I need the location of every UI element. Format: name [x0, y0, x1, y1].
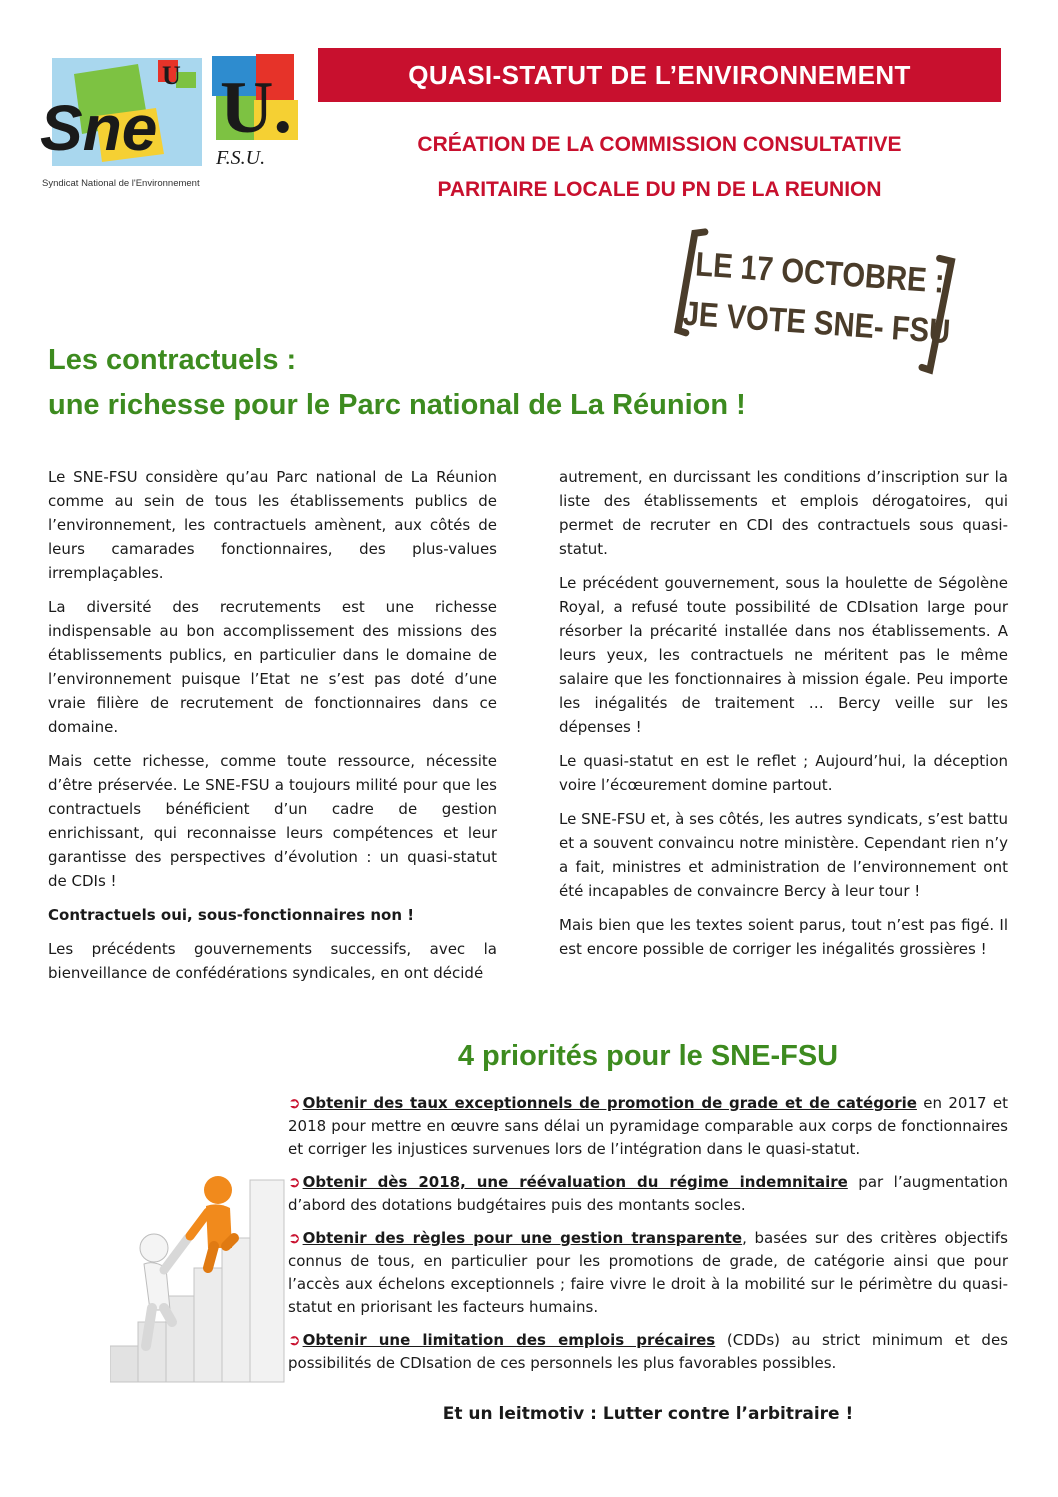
priority-1-text: en 2017 et 2018 pour mettre en œuvre sans délai un pyramidage comparable aux corps de fonctionnaires et corriger les injustices survenues lors de l’intégration dans le quasi-statut.	[288, 1094, 1008, 1158]
priority-item-2	[288, 1171, 1008, 1217]
stamp-line-2: JE VOTE SNE- FSU	[681, 293, 952, 351]
fsu-wordmark: F.S.U.	[216, 147, 266, 169]
right-paragraph-4: Le SNE-FSU et, à ses côtés, les autres syndicats, s’est battu et a souvent convaincu notre ministère. Cependant rien n’y a fait, ministres et administration de l’environnement ont été incapables de convaincre Bercy à leur tour !	[559, 810, 1008, 900]
vote-stamp	[668, 222, 968, 390]
priority-item-4	[288, 1329, 1008, 1375]
priority-4-text: (CDDs) au strict minimum et des possibilités de CDIsation de ces personnels les plus favorables possibles.	[288, 1331, 1008, 1372]
leitmotiv: Et un leitmotiv : Lutter contre l’arbitraire !	[442, 1404, 854, 1424]
stamp-line-1: LE 17 OCTOBRE :	[694, 244, 946, 301]
right-paragraph-2: Le précédent gouvernement, sous la houlette de Ségolène Royal, a refusé toute possibilité de CDIsation large pour résorber la précarité installée dans nos établissements. A leurs yeux, les contractuels ne méritent pas le même salaire que les fonctionnaires à mission égale. Peu importe les inégalités de traitement … Bercy veille sur les dépenses !	[559, 574, 1008, 736]
u-mark: U	[162, 61, 181, 90]
left-column	[48, 465, 497, 995]
left-paragraph-5: Les précédents gouvernements successifs, avec la bienveillance de confédérations syndicales, en ont décidé	[48, 940, 497, 982]
left-slogan: Contractuels oui, sous-fonctionnaires non !	[48, 906, 415, 924]
helping-hand-staircase-illustration	[110, 1150, 286, 1384]
sne-logo	[38, 52, 206, 192]
arrow-icon: ➲	[288, 1229, 301, 1247]
sne-wordmark: Sne	[40, 92, 158, 164]
main-title-line-2: une richesse pour le Parc national de La Réunion !	[48, 389, 746, 421]
priority-3-text: , basées sur des critères objectifs connus de tous, en particulier pour les promotions de grade, de catégorie ainsi que pour l’accès aux échelons exceptionnels ; faire vivre le droit à la mobilité sur le périmètre du quasi-statut en priorisant les facteurs humains.	[288, 1229, 1008, 1316]
main-title-line-1: Les contractuels :	[48, 344, 297, 376]
priority-3-lead: Obtenir des règles pour une gestion transparente	[302, 1229, 743, 1247]
priority-4-lead: Obtenir une limitation des emplois précaires	[302, 1331, 716, 1349]
left-paragraph-3: Mais cette richesse, comme toute ressource, nécessite d’être préservée. Le SNE-FSU a toujours milité pour que les contractuels bénéficient d’un cadre de gestion enrichissant, qui reconnaisse leurs compétences et leur garantisse des perspectives d’évolution : un quasi-statut de CDIs !	[48, 752, 497, 890]
banner-title: QUASI-STATUT DE L’ENVIRONNEMENT	[408, 59, 911, 90]
right-paragraph-3: Le quasi-statut en est le reflet ; Aujourd’hui, la déception voire l’écœurement domine partout.	[559, 752, 1008, 794]
priority-item-3	[288, 1227, 1008, 1319]
left-paragraph-2: La diversité des recrutements est une richesse indispensable au bon accomplissement des missions des établissements publics, en particulier dans le domaine de l’environnement puisque l’Etat ne s’est pas doté d’une vraie filière de recrutement de fonctionnaires dans ce domaine.	[48, 598, 497, 736]
right-paragraph-1: autrement, en durcissant les conditions d’inscription sur la liste des établissements et emplois dérogatoires, qui permet de recruter en CDI des contractuels sous quasi-statut.	[559, 468, 1008, 558]
priorities-list	[288, 1092, 1008, 1385]
subtitle-line-1: CRÉATION DE LA COMMISSION CONSULTATIVE	[417, 133, 902, 156]
priority-2-lead: Obtenir dès 2018, une réévaluation du régime indemnitaire	[302, 1173, 848, 1191]
arrow-icon: ➲	[288, 1173, 301, 1191]
priority-item-1	[288, 1092, 1008, 1161]
header-banner	[318, 48, 1001, 102]
arrow-icon: ➲	[288, 1094, 301, 1112]
sne-caption: Syndicat National de l'Environnement	[42, 178, 200, 189]
arrow-icon: ➲	[288, 1331, 301, 1349]
priority-1-lead: Obtenir des taux exceptionnels de promotion de grade et de catégorie	[302, 1094, 917, 1112]
priorities-title: 4 priorités pour le SNE-FSU	[457, 1040, 839, 1072]
priority-2-text: par l’augmentation d’abord des dotations budgétaires puis des montants socles.	[288, 1173, 1008, 1214]
left-paragraph-1: Le SNE-FSU considère qu’au Parc national de La Réunion comme au sein de tous les établissements publics de l’environnement, les contractuels amènent, aux côtés de leurs camarades fonctionnaires, des plus-values irremplaçables.	[48, 468, 497, 582]
right-column	[559, 465, 1008, 971]
fsu-logo	[210, 52, 308, 170]
right-paragraph-5: Mais bien que les textes soient parus, tout n’est pas figé. Il est encore possible de corriger les inégalités grossières !	[559, 916, 1008, 958]
subtitle-line-2: PARITAIRE LOCALE DU PN DE LA REUNION	[437, 178, 882, 201]
fsu-u-mark: U.	[220, 67, 292, 149]
